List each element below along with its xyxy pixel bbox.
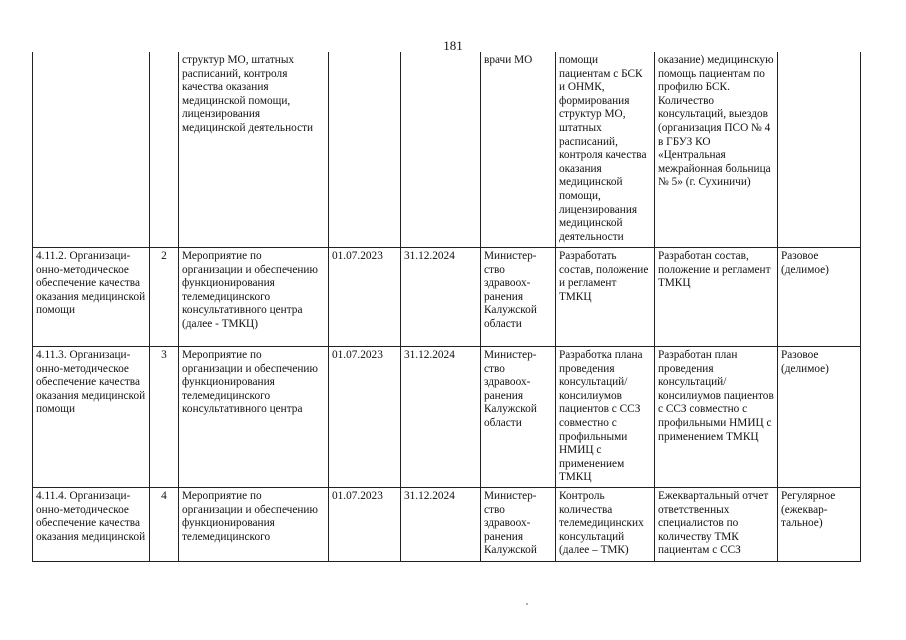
measures-table — [32, 52, 860, 562]
cell-task: Контроль количества телемедицинских консультаций (далее – ТМК) — [556, 487, 655, 561]
table-row — [33, 248, 861, 347]
cell-start-date — [329, 52, 401, 248]
cell-section: 4.11.2. Организаци-онно-методическое обеспечение качества оказания медицинской помощи — [33, 248, 150, 347]
table-row — [33, 487, 861, 561]
cell-end-date — [401, 52, 481, 248]
cell-responsible: Министер-ство здравоох-ранения Калужской — [481, 487, 556, 561]
cell-section — [33, 52, 150, 248]
cell-end-date: 31.12.2024 — [401, 248, 481, 347]
cell-section: 4.11.4. Организаци-онно-методическое обеспечение качества оказания медицинской — [33, 487, 150, 561]
cell-start-date: 01.07.2023 — [329, 248, 401, 347]
cell-type: Регулярное (ежеквар-тальное) — [778, 487, 861, 561]
page-number: 181 — [443, 38, 463, 53]
cell-event: структур МО, штатных расписаний, контроля качества оказания медицинской помощи, лицензирования медицинской деятельности — [179, 52, 329, 248]
cell-type: Разовое (делимое) — [778, 347, 861, 488]
table-body — [33, 52, 861, 561]
cell-start-date: 01.07.2023 — [329, 347, 401, 488]
cell-start-date: 01.07.2023 — [329, 487, 401, 561]
cell-row-num: 4 — [150, 487, 179, 561]
cell-type — [778, 52, 861, 248]
scan-speck — [526, 603, 528, 605]
cell-task: помощи пациентам с БСК и ОНМК, формирования структур МО, штатных расписаний, контроля качества оказания медицинской помощи, лицензирования медицинской деятельности — [556, 52, 655, 248]
cell-end-date: 31.12.2024 — [401, 487, 481, 561]
cell-task: Разработать состав, положение и регламент ТМКЦ — [556, 248, 655, 347]
cell-task: Разработка плана проведения консультаций/ консилиумов пациентов с ССЗ совместно с профильными НМИЦ с применением ТМКЦ — [556, 347, 655, 488]
table-row — [33, 52, 861, 248]
cell-row-num — [150, 52, 179, 248]
table-row — [33, 347, 861, 488]
cell-result: оказание) медицинскую помощь пациентам по профилю БСК. Количество консультаций, выездов (организация ПСО № 4 в ГБУЗ КО «Центральная межрайонная больница № 5» (г. Сухиничи) — [655, 52, 778, 248]
cell-responsible: врачи МО — [481, 52, 556, 248]
cell-event: Мероприятие по организации и обеспечению функционирования телемедицинского консультативного центра — [179, 347, 329, 488]
cell-row-num: 2 — [150, 248, 179, 347]
cell-result: Ежеквартальный отчет ответственных специалистов по количеству ТМК пациентам с ССЗ — [655, 487, 778, 561]
cell-responsible: Министер-ство здравоох-ранения Калужской области — [481, 248, 556, 347]
cell-result: Разработан план проведения консультаций/ консилиумов пациентов с ССЗ совместно с профильными НМИЦ с применением ТМКЦ — [655, 347, 778, 488]
cell-event: Мероприятие по организации и обеспечению функционирования телемедицинского консультативного центра (далее - ТМКЦ) — [179, 248, 329, 347]
cell-row-num: 3 — [150, 347, 179, 488]
cell-end-date: 31.12.2024 — [401, 347, 481, 488]
cell-event: Мероприятие по организации и обеспечению функционирования телемедицинского — [179, 487, 329, 561]
cell-section: 4.11.3. Организаци-онно-методическое обеспечение качества оказания медицинской помощи — [33, 347, 150, 488]
cell-result: Разработан состав, положение и регламент ТМКЦ — [655, 248, 778, 347]
cell-type: Разовое (делимое) — [778, 248, 861, 347]
cell-responsible: Министер-ство здравоох-ранения Калужской области — [481, 347, 556, 488]
